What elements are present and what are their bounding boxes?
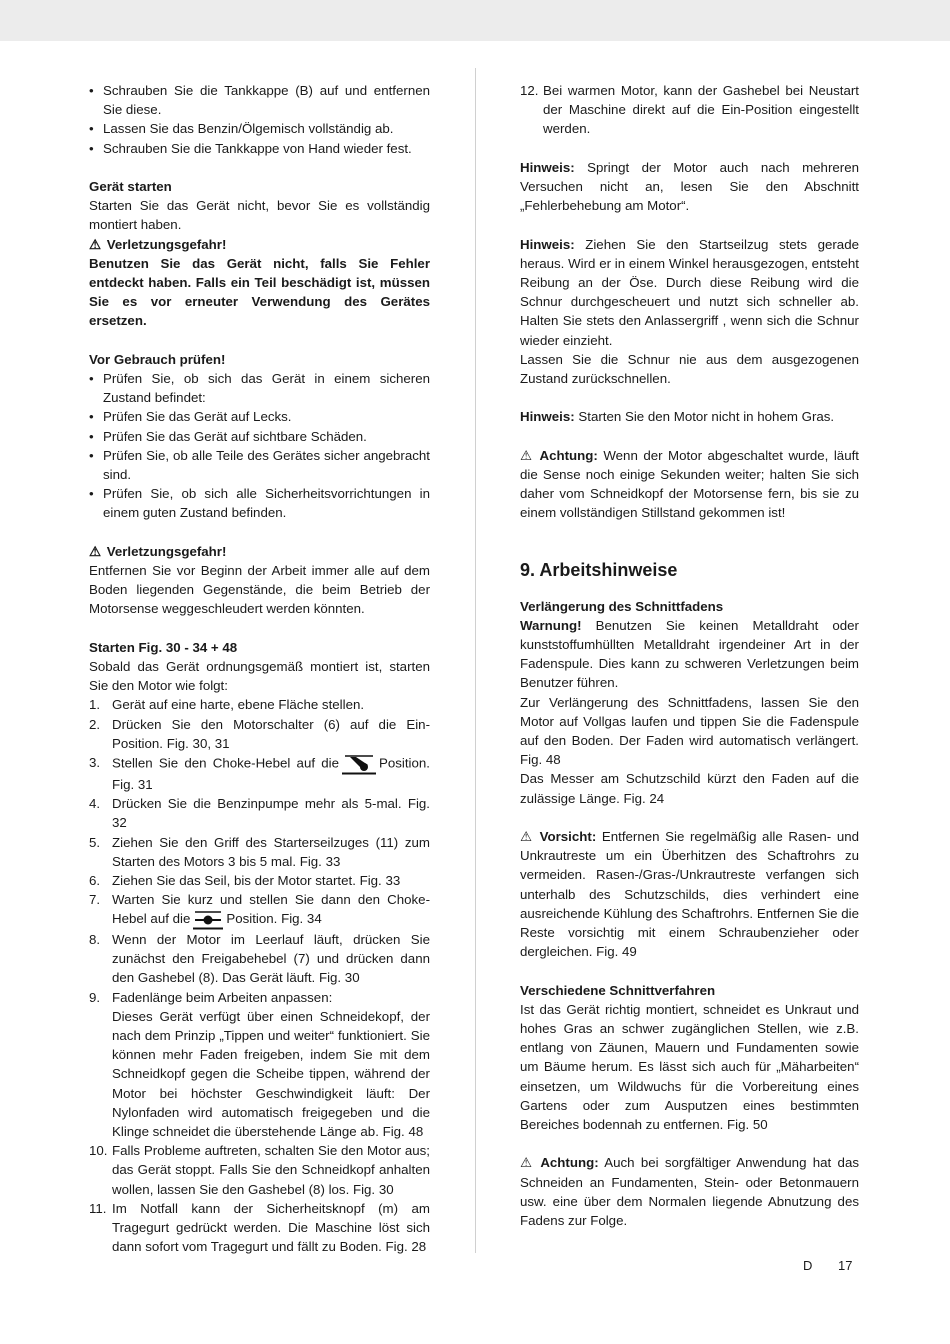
left-column	[89, 81, 430, 1256]
extension-text-2: Das Messer am Schutzschild kürzt den Faden auf die zulässige Länge. Fig. 24	[520, 771, 859, 806]
methods-text: Ist das Gerät richtig montiert, schneidet es Unkraut und hohes Gras an schwer zugänglichen Stellen, wie z.B. entlang von Zäunen, Mauern und Fundamenten sowie um Bäume herum. Es lässt sich auch für „Mäharbeiten“ einsetzen, um Wildwuchs für die Vorbereitung eines Gartens oder zum Ausputzen eines bestimmten Bereiches bodennah zu entfernen. Fig. 50	[520, 1001, 859, 1133]
choke-closed-icon	[342, 753, 376, 775]
attention-1: ⚠ Achtung: Wenn der Motor abgeschaltet wurde, läuft die Sense noch einige Sekunden weiter; halten Sie sich daher vom Schneidkopf der Motorsense fern, bis sie zu einem vollständigen Stillstand gekommen ist!	[520, 447, 859, 521]
warning-triangle-icon: ⚠	[520, 447, 532, 463]
list-item: • Lassen Sie das Benzin/Ölgemisch vollständig ab.	[89, 119, 430, 138]
start-steps	[89, 695, 430, 1256]
starting-heading: Starten Fig. 30 - 34 + 48	[89, 639, 238, 655]
hint-3: Hinweis: Starten Sie den Motor nicht in hohem Gras.	[520, 409, 835, 425]
page-number: 17	[838, 1258, 853, 1273]
list-item: 6. Ziehen Sie das Seil, bis der Motor startet. Fig. 33	[89, 873, 401, 889]
warning-paragraph: Warnung! Benutzen Sie keinen Metalldraht oder kunststoffumhüllten Metalldraht irgendeiner Art in der Fadenspule. Dies kann zu schweren Verletzungen beim Benutzer führen.	[520, 617, 859, 691]
hint-1: Hinweis: Springt der Motor auch nach mehreren Versuchen nicht an, lesen Sie den Abschnitt „Fehlerbehebung am Motor“.	[520, 159, 859, 214]
caution-paragraph: ⚠ Vorsicht: Entfernen Sie regelmäßig alle Rasen- und Unkrautreste um ein Überhitzen des Schaftrohrs zu vermeiden. Rasen-/Gras-/Unkrautreste verfangen sich unterhalb des Schutzschilds, dies verhindert eine ausreichende Kühlung des Schaftrohrs. Entfernen Sie die Reste vorsichtig mit einem Schraubenzieher oder dergleichen. Fig. 49	[520, 829, 860, 960]
list-item: 7. Warten Sie kurz und stellen Sie dann den Choke-Hebel auf die Position. Fig. 34	[89, 890, 430, 930]
tank-bullets	[89, 81, 430, 158]
list-item: • Schrauben Sie die Tankkappe von Hand wieder fest.	[89, 139, 430, 158]
injury-text-2: Entfernen Sie vor Beginn der Arbeit immer alle auf dem Boden liegenden Gegenstände, die beim Betrieb der Motorsense weggeschleudert werden könnten.	[89, 563, 430, 617]
list-item: 12. Bei warmen Motor, kann der Gashebel bei Neustart der Maschine direkt auf die Ein-Position eingestellt werden.	[520, 83, 859, 137]
list-item: 11. Im Notfall kann der Sicherheitsknopf (m) am Tragegurt gedrückt werden. Die Maschine löst sich dann sofort vom Tragegurt und fällt zu Boden. Fig. 28	[89, 1200, 430, 1255]
methods-heading: Verschiedene Schnittverfahren	[520, 982, 716, 998]
extension-heading: Verlängerung des Schnittfadens	[520, 598, 724, 614]
list-item: 9. Fadenlänge beim Arbeiten anpassen: Dieses Gerät verfügt über einen Schneidekopf, der nach dem Prinzip „Tippen und weiter“ funktioniert. Sie können mehr Faden freigeben, indem Sie mit dem Schneidkopf gegen die Scheibe tippen, während der Motor bei höchster Geschwindigkeit läuft: Der Nylonfaden wird automatisch freigegeben und die Klinge schneidet die überstehende Länge ab. Fig. 48	[89, 989, 430, 1139]
attention-2: ⚠ Achtung: Auch bei sorgfältiger Anwendung hat das Schneiden an Fundamenten, Stein- oder Betonmauern usw. eine über dem Normalen liegende Abnutzung des Fadens zur Folge.	[520, 1155, 859, 1229]
list-item: • Prüfen Sie das Gerät auf Lecks.	[89, 407, 430, 426]
list-item: • Schrauben Sie die Tankkappe (B) auf und entfernen Sie diese.	[89, 81, 430, 119]
list-item: 1. Gerät auf eine harte, ebene Fläche stellen.	[89, 697, 365, 713]
list-item: • Prüfen Sie, ob sich das Gerät in einem sicheren Zustand befindet:	[89, 369, 430, 407]
start-steps-continued	[520, 81, 859, 139]
top-bar	[0, 0, 950, 41]
injury-text-1: Benutzen Sie das Gerät nicht, falls Sie Fehler entdeckt haben. Falls ein Teil beschädigt ist, müssen Sie es vor erneuter Verwendung des Gerätes ersetzen.	[89, 255, 430, 329]
list-item: 3. Stellen Sie den Choke-Hebel auf die Position. Fig. 31	[89, 755, 430, 793]
warning-triangle-icon: ⚠	[89, 236, 101, 252]
start-heading: Gerät starten	[89, 179, 172, 194]
list-item: 2. Drücken Sie den Motorschalter (6) auf die Ein-Position. Fig. 30, 31	[89, 716, 430, 751]
warning-triangle-icon: ⚠	[89, 543, 101, 559]
list-item: • Prüfen Sie das Gerät auf sichtbare Schäden.	[89, 427, 430, 446]
column-divider	[475, 68, 476, 1253]
starting-intro: Sobald das Gerät ordnungsgemäß montiert ist, starten Sie den Motor wie folgt:	[89, 659, 430, 694]
list-item: • Prüfen Sie, ob alle Teile des Gerätes sicher angebracht sind.	[89, 446, 430, 484]
section-title: 9. Arbeitshinweise	[520, 559, 678, 580]
warning-triangle-icon: ⚠	[520, 1155, 532, 1171]
language-code: D	[803, 1258, 813, 1273]
list-item: • Prüfen Sie, ob sich alle Sicherheitsvorrichtungen in einem guten Zustand befinden.	[89, 484, 430, 522]
choke-open-icon	[193, 910, 223, 930]
check-bullets	[89, 369, 430, 523]
start-text: Starten Sie das Gerät nicht, bevor Sie es vollständig montiert haben.	[89, 198, 430, 233]
right-column	[520, 81, 859, 1230]
warning-triangle-icon: ⚠	[520, 829, 532, 845]
list-item: 8. Wenn der Motor im Leerlauf läuft, drücken Sie zunächst den Freigabehebel (7) und drücken dann den Gashebel (8). Das Gerät läuft. Fig. 30	[89, 931, 430, 986]
hint-2-continued: Lassen Sie die Schnur nie aus dem ausgezogenen Zustand zurückschnellen.	[520, 351, 859, 387]
list-item: 4. Drücken Sie die Benzinpumpe mehr als 5-mal. Fig. 32	[89, 796, 430, 831]
check-heading: Vor Gebrauch prüfen!	[89, 351, 226, 367]
list-item: 5. Ziehen Sie den Griff des Starterseilzuges (11) zum Starten des Motors 3 bis 5 mal. Fig. 33	[89, 834, 430, 869]
injury-warning-2: ⚠ Verletzungsgefahr!	[89, 542, 430, 561]
list-item: 10. Falls Probleme auftreten, schalten Sie den Motor aus; das Gerät stoppt. Falls Sie den Schneidkopf anhalten wollen, lassen Sie den Gashebel (8) los. Fig. 30	[89, 1143, 430, 1197]
injury-warning-1: ⚠ Verletzungsgefahr!	[89, 235, 430, 254]
hint-2: Hinweis: Ziehen Sie den Startseilzug stets gerade heraus. Wird er in einem Winkel herausgezogen, entsteht Reibung an der Öse. Durch diese Reibung wird die Schnur durchgescheuert und nutzt sich schneller ab. Halten Sie stets den Anlassergriff , wenn sich die Schnur wieder einzieht.	[520, 236, 859, 348]
extension-text-1: Zur Verlängerung des Schnittfadens, lassen Sie den Motor auf Vollgas laufen und tippen Sie die Fadenspule auf den Boden. Der Faden wird automatisch verlängert. Fig. 48	[520, 694, 859, 768]
